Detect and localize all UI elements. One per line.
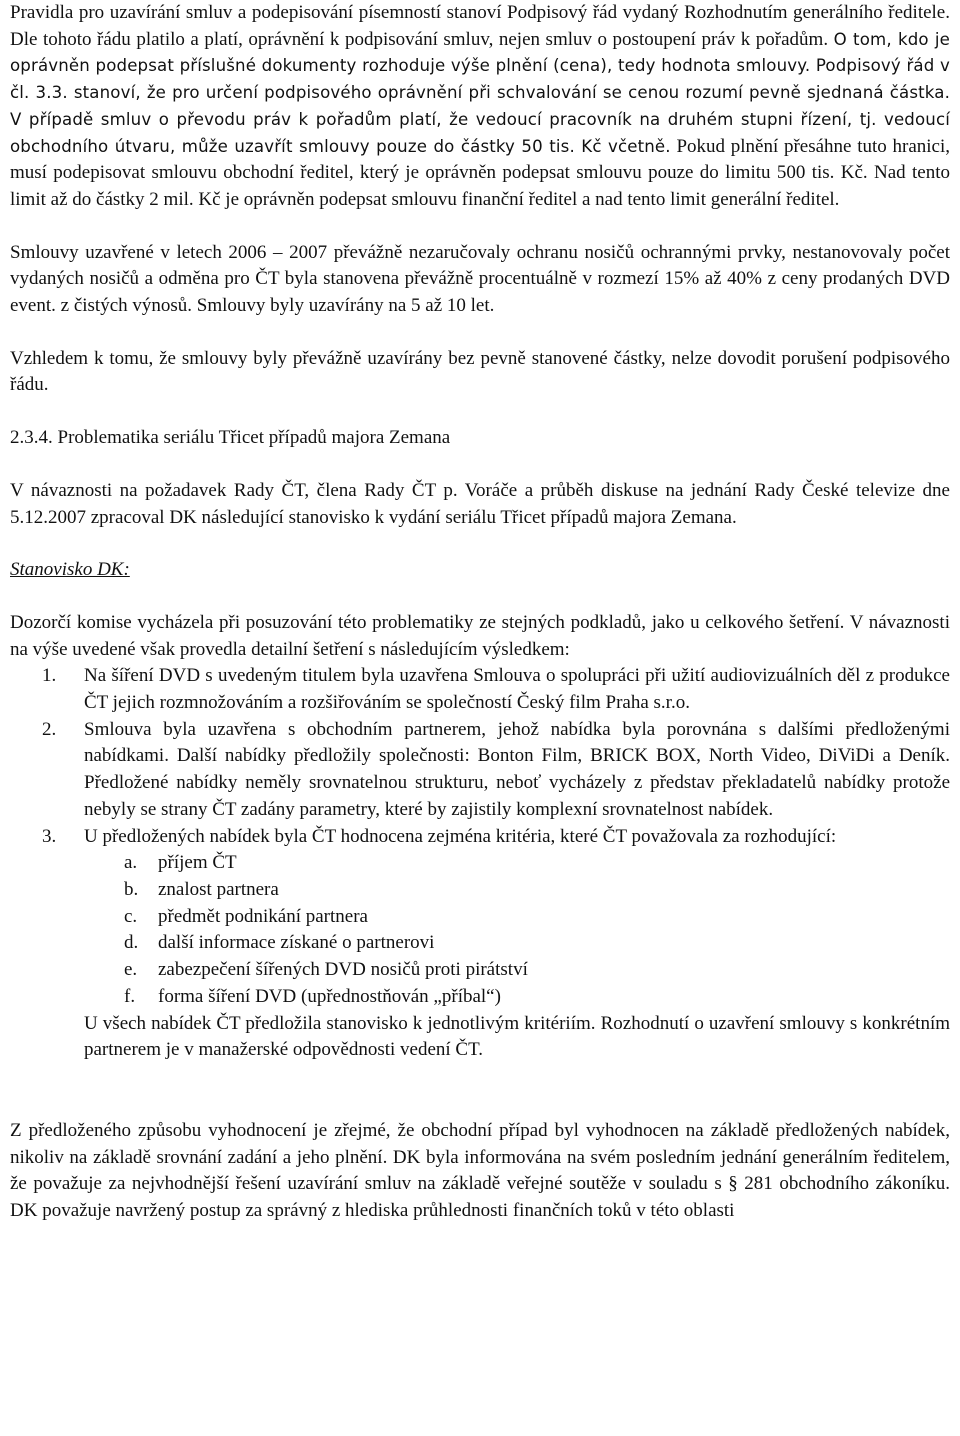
list-item-number: 3. [42,825,57,847]
sublist-item-letter: c. [124,905,138,927]
sublist-item [124,850,950,877]
sublist-item [124,904,950,931]
sublist-item [124,957,950,984]
section-heading: 2.3.4. Problematika seriálu Třicet případů majora Zemana [10,427,451,449]
sublist-item-letter: d. [124,932,139,954]
list-item [10,717,950,824]
paragraph-no-violation: Vzhledem k tomu, že smlouvy byly převážně uzavírány bez pevně stanovené částky, nelze dovodit porušení podpisového řádu. [10,347,950,396]
findings-list [10,663,950,850]
paragraph-signing-rules-part3: Pokud plnění přesáhne tuto hranici, musí podepisovat smlouvu obchodní ředitel, který je oprávněn podepsat smlouvu pouze do limitu 500 tis. Kč. Nad tento limit až do částky 2 mil. Kč je oprávněn podepsat smlouvu finanční ředitel a nad tento limit generální ředitel. [10,135,951,210]
sublist-item-letter: f. [124,985,136,1007]
sublist-item-letter: b. [124,878,139,900]
paragraph-commission-findings: Dozorčí komise vycházela při posuzování této problematiky ze stejných podkladů, jako u celkového šetření. V návaznosti na výše uvedené však provedla detailní šetření s následujícím výsledkem: [10,611,950,660]
paragraph-request-context: V návaznosti na požadavek Rady ČT, člena Rady ČT p. Voráče a průběh diskuse na jednání Rady České televize dne 5.12.2007 zpracoval DK následující stanovisko k vydání seriálu Třicet případů majora Zemana. [10,479,950,528]
criteria-sublist [124,850,950,1010]
sublist-item [124,984,950,1011]
list-item-text: Na šíření DVD s uvedeným titulem byla uzavřena Smlouva o spolupráci při užití audiovizuálních děl z produkce ČT jejich rozmnožováním a rozšiřováním se společností Český film Praha s.r.o. [84,665,950,714]
paragraph-signing-rules [10,0,950,214]
paragraph-signing-rules-part2: O tom, kdo je oprávněn podepsat příslušné dokumenty rozhoduje výše plnění (cena), tedy hodnota smlouvy. Podpisový řád v čl. 3.3. stanoví, že pro určení podpisového oprávnění při schvalování se cenou rozumí pevně sjednaná částka. V případě smluv o převodu práv k pořadům platí, že vedoucí pracovník na druhém stupni řízení, tj. vedoucí obchodního útvaru, může uzavřít smlouvy pouze do částky 50 tis. Kč včetně. [10,29,951,156]
paragraph-signing-rules-part1: Pravidla pro uzavírání smluv a podepisování písemností stanoví Podpisový řád vydaný Rozhodnutím generálního ředitele. Dle tohoto řádu platilo a platí, oprávnění k podpisování smluv, nejen smluv o postoupení práv k pořadům. [10,2,950,50]
sublist-item [124,877,950,904]
sublist-item-letter: e. [124,959,138,981]
sublist-item-text: předmět podnikání partnera [158,905,368,927]
list-item-number: 1. [42,665,57,687]
paragraph-conclusion: Z předloženého způsobu vyhodnocení je zřejmé, že obchodní případ byl vyhodnocen na základě předložených nabídek, nikoliv na základě srovnání zadání a jeho plnění. DK byla informována na svém posledním jednání generálním ředitelem, že považuje za nejvhodnější řešení uzavírání smluv na základě veřejné soutěže v souladu s § 281 obchodního zákoníku. DK považuje navržený postup za správný z hlediska průhlednosti finančních toků v této oblasti [10,1119,950,1222]
criteria-sublist-wrapper [10,850,950,1010]
sublist-item-text: příjem ČT [158,852,237,874]
sublist-item-text: další informace získané o partnerovi [158,932,435,954]
list-item-text: Smlouva byla uzavřena s obchodním partnerem, jehož nabídka byla porovnána s dalšími předloženými nabídkami. Další nabídky předložily společnosti: Bonton Film, BRICK BOX, North Video, DiViDi a Deník. Předložené nabídky neměly srovnatelnou strukturu, neboť vycházely z představ překladatelů nabídky protože nebyly se strany ČT zadány parametry, které by zajistily komplexní srovnatelnost nabídek. [84,718,950,820]
sublist-item [124,930,950,957]
list-item [10,663,950,716]
stanovisko-label: Stanovisko DK: [10,559,130,581]
sublist-item-text: znalost partnera [158,878,279,900]
list-item-text: U předložených nabídek byla ČT hodnocena zejména kritéria, které ČT považovala za rozhodující: [84,825,837,847]
sublist-item-letter: a. [124,852,138,874]
sublist-item-text: forma šíření DVD (upřednostňován „příbal“) [158,985,501,1007]
paragraph-after-list: U všech nabídek ČT předložila stanovisko k jednotlivým kritériím. Rozhodnutí o uzavření smlouvy s konkrétním partnerem je v manažerské odpovědnosti vedení ČT. [84,1012,950,1061]
sublist-item-text: zabezpečení šířených DVD nosičů proti pirátství [158,959,528,981]
paragraph-contracts-2006-2007: Smlouvy uzavřené v letech 2006 – 2007 převážně nezaručovaly ochranu nosičů ochrannými prvky, nestanovovaly počet vydaných nosičů a odměna pro ČT byla stanovena převážně procentuálně v rozmezí 15% až 40% z ceny prodaných DVD event. z čistých výnosů. Smlouvy byly uzavírány na 5 až 10 let. [10,241,950,317]
stanovisko-heading [10,557,950,584]
list-item [10,824,950,851]
list-item-number: 2. [42,718,57,740]
